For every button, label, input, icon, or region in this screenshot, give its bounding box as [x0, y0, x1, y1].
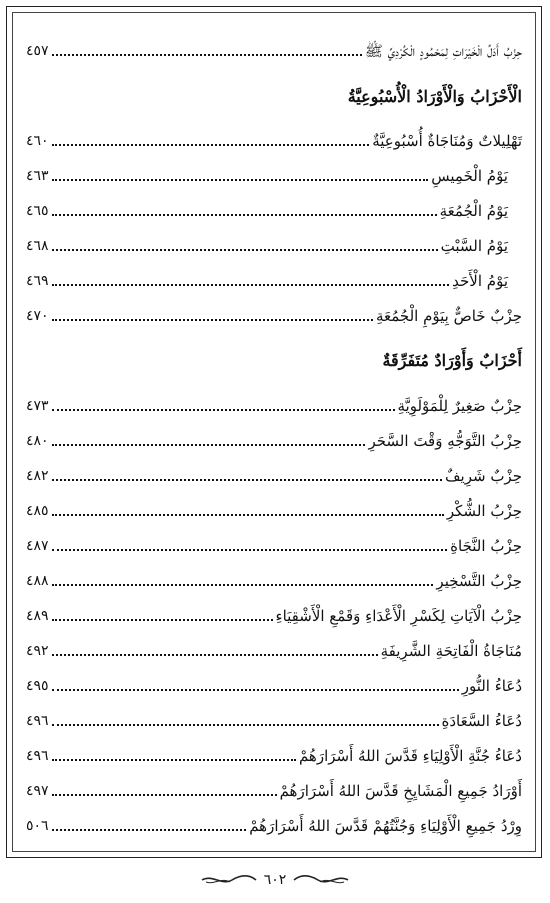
toc-entry-page: ٤٦٥ [26, 203, 49, 219]
toc-entry[interactable] [26, 737, 522, 767]
dot-leader [52, 318, 373, 321]
toc-entry-title: يَوْمُ السَّبْتِ [440, 237, 508, 255]
table-of-contents [26, 24, 522, 846]
toc-entry-title: حِزْبُ الشُّكْرِ [446, 502, 522, 520]
toc-entry-page: ٤٧٠ [26, 308, 49, 324]
toc-entry-page: ٤٩٧ [26, 783, 49, 799]
toc-entry-page: ٤٨٩ [26, 608, 49, 624]
toc-entry-title: حِزْبٌ خَاصٌّ بِيَوْمِ الْجُمُعَةِ [375, 307, 522, 325]
toc-entry[interactable] [26, 562, 522, 592]
dot-leader [52, 178, 429, 181]
toc-entry-title: حِزْبٌ صَغِيرٌ لِلْمَوْلَوِيَّةِ [397, 397, 522, 415]
dot-leader [52, 513, 444, 516]
dot-leader [52, 478, 442, 481]
toc-entry[interactable] [26, 122, 522, 152]
page-number: ٦٠٢ [263, 872, 287, 888]
section-heading-miscellaneous: أَحْزَابٌ وَأَوْرَادٌ مُتَفَرِّقَةٌ [382, 351, 522, 370]
toc-entry[interactable] [26, 422, 522, 452]
toc-entry-page: ٤٩٦ [26, 713, 49, 729]
toc-entry[interactable] [26, 772, 522, 802]
toc-entry-page: ٤٨٧ [26, 538, 49, 554]
toc-entry-title: حِزْبُ النَّجَاةِ [450, 537, 522, 555]
toc-entry[interactable] [26, 632, 522, 662]
toc-entry-page: ٤٧٣ [26, 398, 49, 414]
toc-entry-page: ٤٩٥ [26, 678, 49, 694]
toc-entry-page: ٤٨٨ [26, 573, 49, 589]
toc-entry-title: حِزْبٌ شَرِيفٌ [445, 467, 522, 485]
dot-leader [52, 443, 366, 446]
dot-leader [52, 793, 277, 796]
toc-entry-title: تَهْلِيلاتٌ وَمُنَاجَاةٌ أُسْبُوعِيَّةٌ [372, 132, 522, 150]
toc-entry-page: ٥٠٦ [26, 818, 49, 834]
dot-leader [52, 143, 370, 146]
toc-entry[interactable] [26, 597, 522, 627]
toc-entry[interactable] [26, 192, 522, 222]
toc-entry-title: دُعَاءُ جُنَّةِ الْأَوْلِيَاءِ قَدَّسَ اللهُ أَسْرَارَهُمْ [298, 747, 522, 765]
section-heading-weekly: الْأَحْزَابُ وَالْأَوْرَادُ الْأُسْبُوعِيَّةُ [347, 87, 522, 106]
ornament-left-icon [200, 873, 258, 887]
page-footer [0, 867, 550, 893]
dot-leader [52, 283, 450, 286]
dot-leader [52, 53, 362, 56]
toc-entry-page: ٤٦٠ [26, 133, 49, 149]
toc-entry[interactable] [26, 492, 522, 522]
toc-entry[interactable] [26, 387, 522, 417]
toc-entry-page: ٤٨٥ [26, 503, 49, 519]
ornament-right-icon [292, 873, 350, 887]
dot-leader [52, 758, 296, 761]
toc-entry-title: حِزْبُ الْآيَاتِ لِكَسْرِ الْأَعْدَاءِ وَقَمْعِ الْأَشْقِيَاءِ [275, 607, 522, 625]
toc-entry[interactable] [26, 457, 522, 487]
toc-entry[interactable] [26, 157, 522, 187]
dot-leader [52, 548, 448, 551]
toc-entry-title: حِزْبُ التَّوَجُّهِ وَقْتَ السَّحَرِ [368, 432, 522, 450]
toc-entry-page: ٤٨٠ [26, 433, 49, 449]
toc-entry[interactable] [26, 667, 522, 697]
dot-leader [52, 583, 434, 586]
toc-entry-title: حِزْبُ التَّسْخِيرِ [436, 572, 522, 590]
toc-entry-page: ٤٦٨ [26, 238, 49, 254]
toc-entry-title: دُعَاءُ النُّورِ [461, 677, 522, 695]
dot-leader [52, 248, 438, 251]
toc-entry[interactable] [26, 297, 522, 327]
dot-leader [52, 723, 439, 726]
toc-entry[interactable] [26, 32, 522, 62]
dot-leader [52, 653, 378, 656]
dot-leader [52, 618, 273, 621]
toc-entry-title: يَوْمُ الْخَمِيسِ [431, 167, 508, 185]
toc-entry-page: ٤٩٢ [26, 643, 49, 659]
toc-entry-page: ٤٨٢ [26, 468, 49, 484]
toc-entry[interactable] [26, 262, 522, 292]
toc-entry-page: ٤٦٣ [26, 168, 49, 184]
toc-entry-title: يَوْمُ الْأَحَدِ [452, 272, 508, 290]
dot-leader [52, 688, 459, 691]
toc-entry-page: ٤٥٧ [26, 43, 49, 59]
toc-entry-title: يَوْمُ الْجُمُعَةِ [439, 202, 508, 220]
toc-entry-title: مُنَاجَاةُ الْفَاتِحَةِ الشَّرِيفَةِ [380, 642, 522, 660]
toc-entry-title: أَوْرَادُ جَمِيعِ الْمَشَايِخِ قَدَّسَ اللهُ أَسْرَارَهُمْ [279, 782, 522, 800]
toc-entry[interactable] [26, 807, 522, 837]
toc-entry-page: ٤٩٦ [26, 748, 49, 764]
toc-entry-page: ٤٦٩ [26, 273, 49, 289]
toc-entry[interactable] [26, 227, 522, 257]
toc-entry[interactable] [26, 702, 522, 732]
toc-entry-title: حِزْبُ أَدَلِّ الْخَيْرَاتِ لِمَحْمُودٍ الْكُرْدِيِّ ﷺ [364, 42, 522, 60]
toc-entry-title: دُعَاءُ السَّعَادَةِ [441, 712, 522, 730]
toc-entry[interactable] [26, 527, 522, 557]
dot-leader [52, 213, 437, 216]
dot-leader [52, 828, 247, 831]
dot-leader [52, 408, 395, 411]
toc-entry-title: وِرْدُ جَمِيعِ الْأَوْلِيَاءِ وَجُنَّتُهُمْ قَدَّسَ اللهُ أَسْرَارَهُمْ [249, 817, 522, 835]
